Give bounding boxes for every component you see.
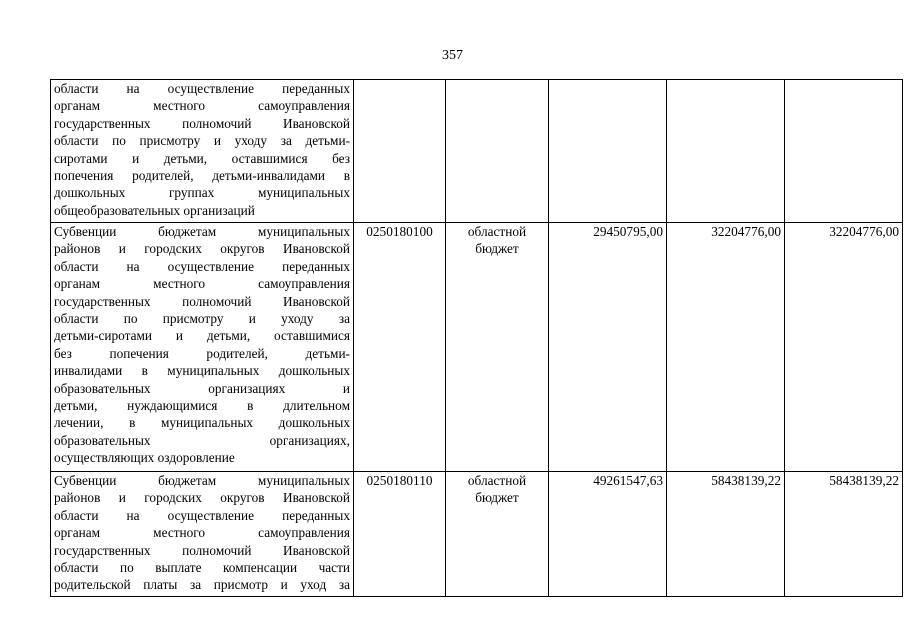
description-line: области на осуществление переданных bbox=[54, 258, 350, 274]
amount-cell-3 bbox=[785, 80, 903, 223]
description-line: государственных полномочий Ивановской bbox=[54, 542, 350, 558]
code-cell: 0250180110 bbox=[354, 472, 446, 597]
description-line: районов и городских округов Ивановской bbox=[54, 241, 350, 257]
table-row bbox=[51, 223, 903, 472]
source-line: областной bbox=[467, 224, 527, 239]
description-line: инвалидами в муниципальных дошкольных bbox=[54, 363, 350, 379]
table-row bbox=[51, 80, 903, 223]
description-cell bbox=[51, 472, 354, 597]
amount-cell-1: 29450795,00 bbox=[549, 223, 667, 472]
description-line: органам местного самоуправления bbox=[54, 98, 350, 114]
description-line: районов и городских округов Ивановской bbox=[54, 490, 350, 506]
description-line: осуществляющих оздоровление bbox=[54, 450, 235, 466]
description-line: государственных полномочий Ивановской bbox=[54, 293, 350, 309]
description-line: общеобразовательных организаций bbox=[54, 202, 255, 218]
description-line: родительской платы за присмотр и уход за bbox=[54, 577, 350, 593]
description-line: государственных полномочий Ивановской bbox=[54, 115, 350, 131]
description-cell bbox=[51, 80, 354, 223]
description-line: области на осуществление переданных bbox=[54, 507, 350, 523]
description-line: области по присмотру и уходу за bbox=[54, 311, 350, 327]
description-line: Субвенции бюджетам муниципальных bbox=[54, 473, 350, 488]
budget-table bbox=[50, 79, 903, 597]
amount-cell-2: 58438139,22 bbox=[667, 472, 785, 597]
description-line: дошкольных группах муниципальных bbox=[54, 185, 350, 201]
source-line: областной bbox=[467, 473, 527, 488]
description-line: попечения родителей, детьми-инвалидами в bbox=[54, 168, 350, 184]
source-cell bbox=[446, 80, 549, 223]
description-line: области по выплате компенсации части bbox=[54, 560, 350, 576]
source-cell bbox=[446, 223, 549, 472]
description-line: детьми, нуждающимися в длительном bbox=[54, 398, 350, 414]
amount-cell-3: 32204776,00 bbox=[785, 223, 903, 472]
description-line: образовательных организациях и bbox=[54, 380, 350, 396]
amount-cell-2: 32204776,00 bbox=[667, 223, 785, 472]
source-line: бюджет bbox=[475, 241, 519, 257]
source-line: бюджет bbox=[475, 490, 519, 506]
code-cell bbox=[354, 80, 446, 223]
description-line: области по присмотру и уходу за детьми- bbox=[54, 133, 350, 149]
description-line: детьми-сиротами и детьми, оставшимися bbox=[54, 328, 350, 344]
description-line: без попечения родителей, детьми- bbox=[54, 345, 350, 361]
amount-cell-2 bbox=[667, 80, 785, 223]
source-cell bbox=[446, 472, 549, 597]
table-row bbox=[51, 472, 903, 597]
amount-cell-3: 58438139,22 bbox=[785, 472, 903, 597]
description-line: сиротами и детьми, оставшимися без bbox=[54, 150, 350, 166]
description-line: лечении, в муниципальных дошкольных bbox=[54, 415, 350, 431]
description-cell bbox=[51, 223, 354, 472]
description-line: образовательных организациях, bbox=[54, 432, 350, 448]
description-line: области на осуществление переданных bbox=[54, 81, 350, 96]
description-line: органам местного самоуправления bbox=[54, 276, 350, 292]
amount-cell-1: 49261547,63 bbox=[549, 472, 667, 597]
page-number: 357 bbox=[442, 48, 463, 63]
code-cell: 0250180100 bbox=[354, 223, 446, 472]
description-line: органам местного самоуправления bbox=[54, 525, 350, 541]
description-line: Субвенции бюджетам муниципальных bbox=[54, 224, 350, 239]
amount-cell-1 bbox=[549, 80, 667, 223]
